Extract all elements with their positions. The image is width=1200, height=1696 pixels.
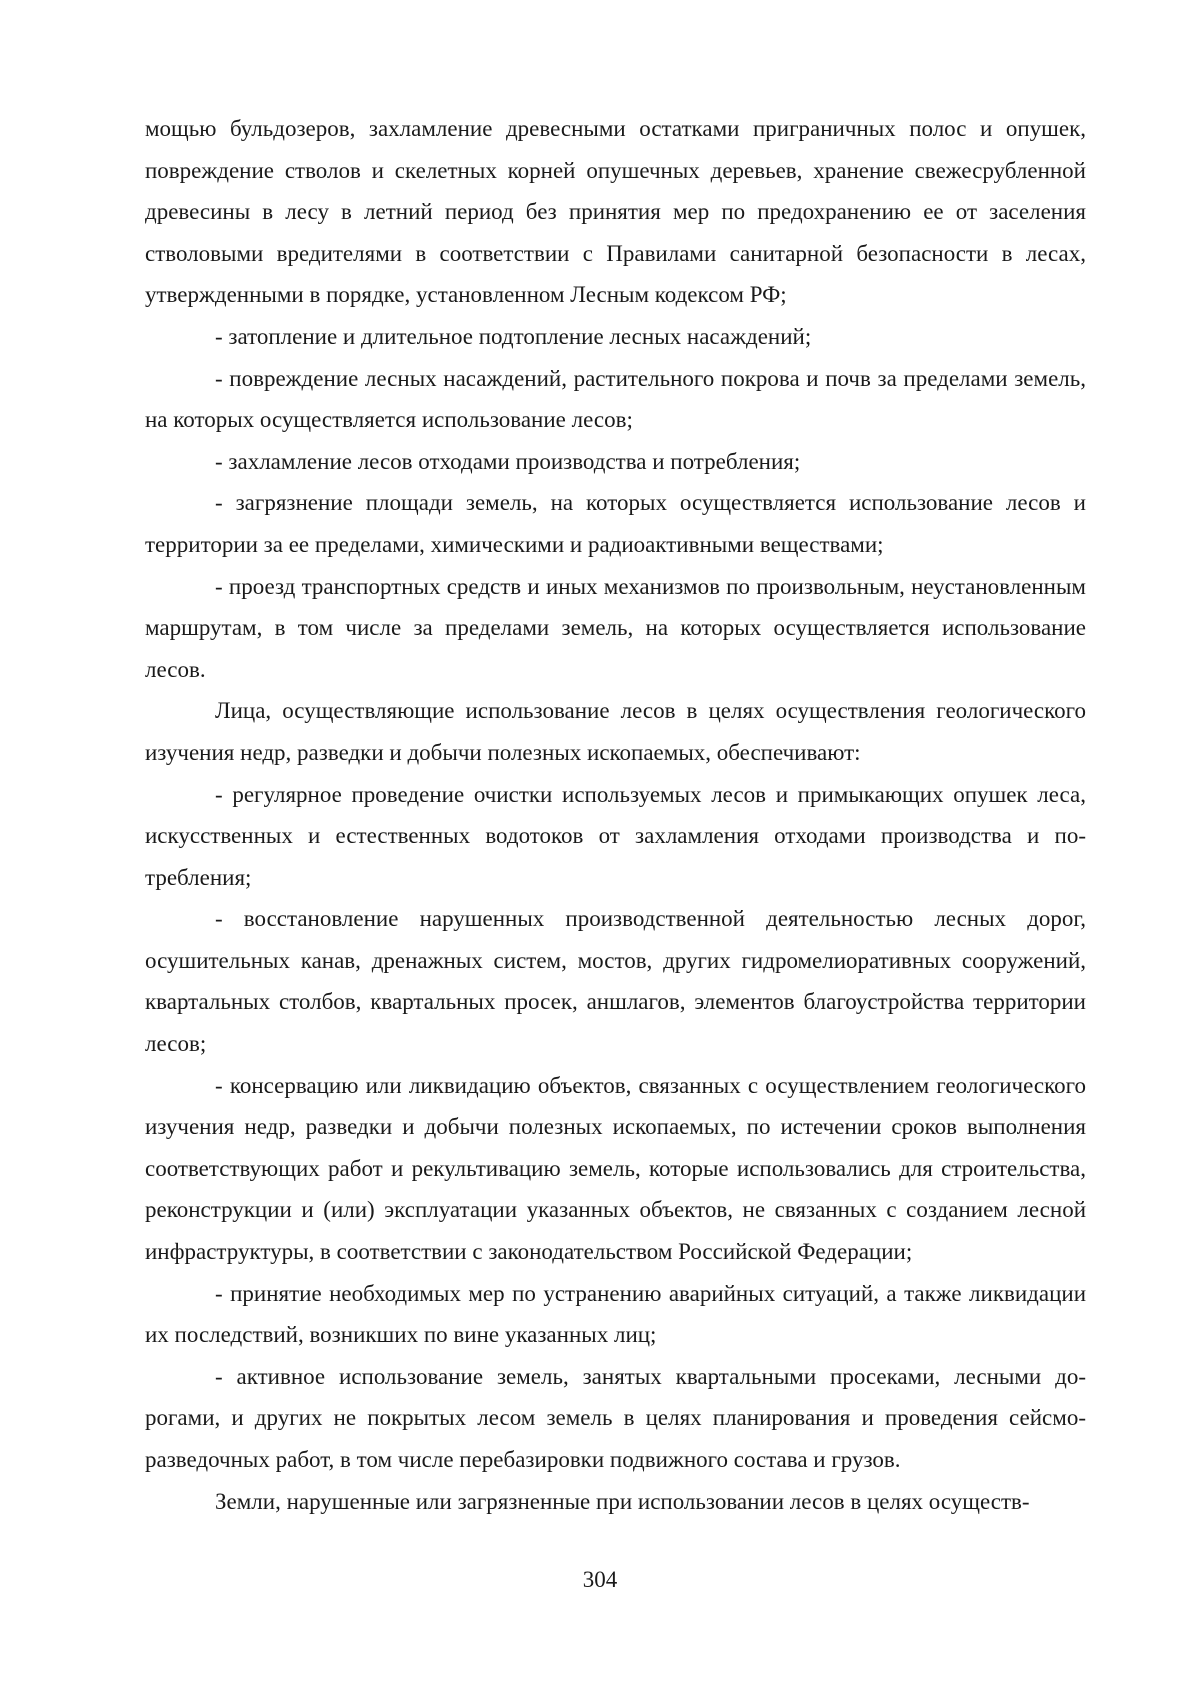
paragraph-7: Лица, осуществляющие использование лесов в целях осуществления геологического изучения недр, разведки и добычи полезных ископаемых, обеспечивают: [145, 698, 1086, 765]
paragraph-8: - регулярное проведение очистки используемых лесов и примыкающих опушек леса, искусственных и естественных водотоков от захламления отходами производства и потребления; [145, 781, 1086, 890]
paragraph-1: мощью бульдозеров, захламление древесными остатками приграничных полос и опушек, повреждение стволов и скелетных корней опушечных деревьев, хранение свежесрубленной древесины в лесу в летний период без принятия мер по предохранению ее от заселения стволовыми вредителями в соответствии с Правилами санитарной безопасности в лесах, утвержденными в порядке, установленном Лесным кодексом РФ; [145, 116, 1086, 308]
paragraph-4: - захламление лесов отходами производства и потребления; [215, 448, 801, 474]
paragraph-12: - активное использование земель, занятых квартальными просеками, лесными дорогами, и других не покрытых лесом земель в целях планирования и проведения сейсморазведочных работ, в том числе перебазировки подвижного состава и грузов. [145, 1363, 1086, 1472]
page-number: 304 [582, 1567, 618, 1592]
paragraph-6: - проезд транспортных средств и иных механизмов по произвольным, неустановленным маршрутам, в том числе за пределами земель, на которых осуществляется использование лесов. [145, 573, 1086, 682]
paragraph-10: - консервацию или ликвидацию объектов, связанных с осуществлением геологического изучения недр, разведки и добычи полезных ископаемых, по истечении сроков выполнения соответствующих работ и рекультивацию земель, которые использовались для строительства, реконструкции и (или) эксплуатации указанных объектов, не связанных с созданием лесной инфраструктуры, в соответствии с законодательством Российской Федерации; [145, 1072, 1086, 1265]
paragraph-11: - принятие необходимых мер по устранению аварийных ситуаций, а также ликвидации их последствий, возникших по вине указанных лиц; [145, 1280, 1086, 1348]
paragraph-3: - повреждение лесных насаждений, растительного покрова и почв за пределами земель, на которых осуществляется использование лесов; [145, 365, 1086, 433]
paragraph-5: - загрязнение площади земель, на которых осуществляется использование лесов и территории за ее пределами, химическими и радиоактивными веществами; [145, 490, 1086, 557]
paragraph-13: Земли, нарушенные или загрязненные при использовании лесов в целях осуществ- [215, 1488, 1030, 1514]
paragraph-2: - затопление и длительное подтопление лесных насаждений; [215, 323, 812, 349]
paragraph-9: - восстановление нарушенных производственной деятельностью лесных дорог, осушительных канав, дренажных систем, мостов, других гидромелиоративных сооружений, квартальных столбов, квартальных просек, аншлагов, элементов благоустройства территории лесов; [145, 906, 1086, 1057]
document-body [145, 108, 1086, 1522]
